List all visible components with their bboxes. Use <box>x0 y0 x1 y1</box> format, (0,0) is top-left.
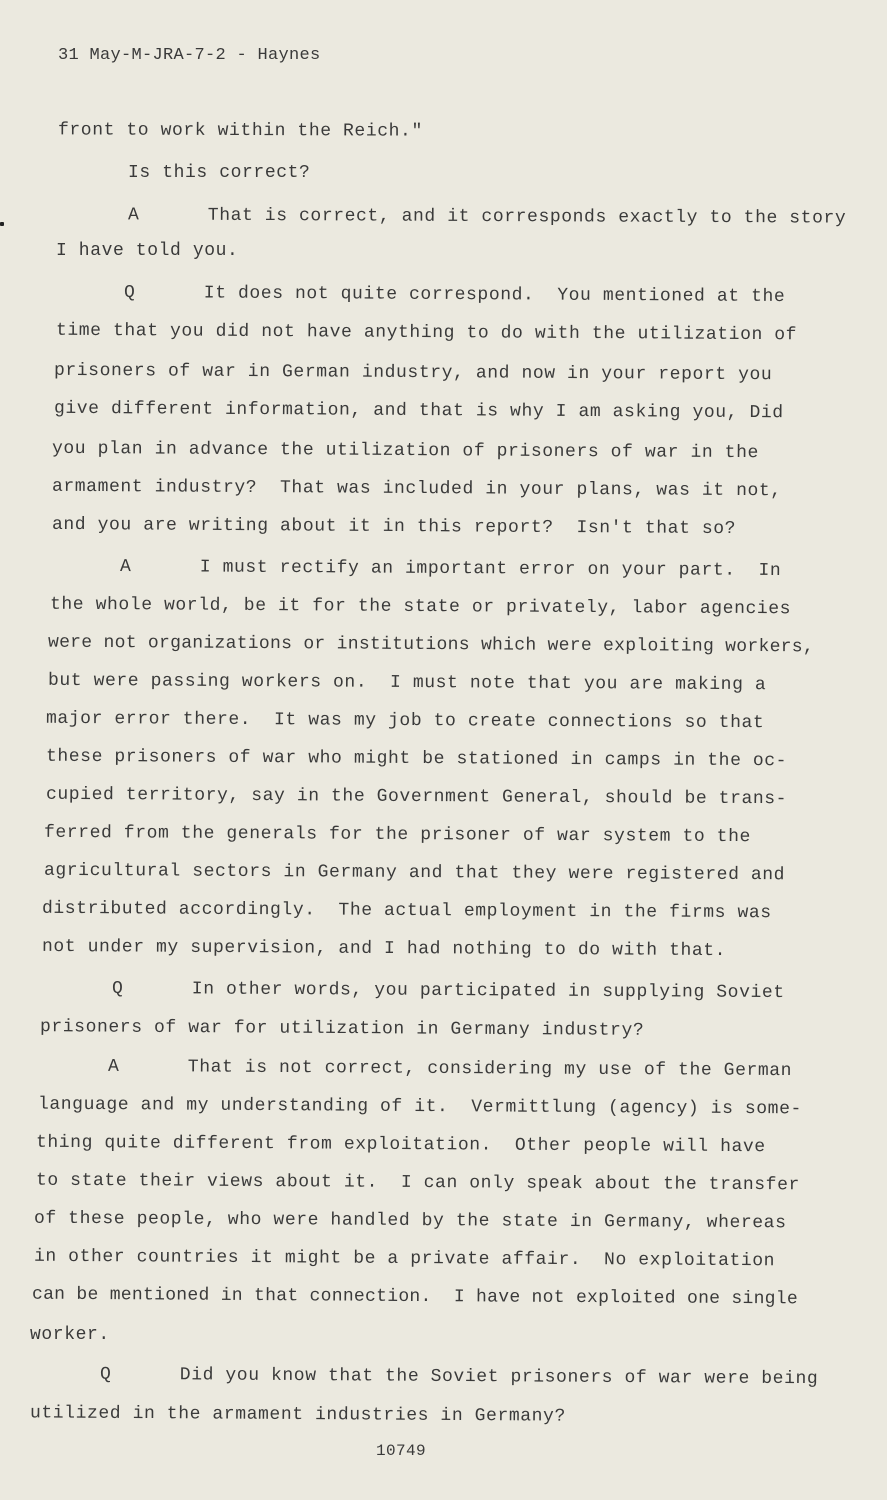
text-line: to state their views about it. I can only speak about the transfer <box>35 1170 800 1196</box>
text-line: not under my supervision, and I had nothing to do with that. <box>41 936 727 962</box>
text-line: language and my understanding of it. Vermittlung (agency) is some- <box>37 1094 802 1120</box>
text-line: time that you did not have anything to do with the utilization of <box>55 320 798 346</box>
text-line: utilized in the armament industries in Germany? <box>29 1403 566 1427</box>
text-line: agricultural sectors in Germany and that they were registered and <box>43 860 786 886</box>
text-line: armament industry? That was included in your plans, was it not, <box>51 476 782 502</box>
text-line: give different information, and that is why I am asking you, Did <box>53 398 784 424</box>
text-line: A That is not correct, considering my use of the German <box>107 1056 793 1082</box>
text-line: and you are writing about it in this report? Isn't that so? <box>51 514 737 540</box>
text-line: worker. <box>30 1325 110 1345</box>
page-header: 31 May-M-JRA-7-2 - Haynes <box>58 46 321 65</box>
text-line: major error there. It was my job to create connections so that <box>45 708 765 734</box>
text-line: cupied territory, say in the Government General, should be trans- <box>45 784 788 810</box>
text-line: these prisoners of war who might be stationed in camps in the oc- <box>45 746 788 772</box>
text-line: thing quite different from exploitation. Other people will have <box>35 1132 766 1158</box>
text-line: Is this correct? <box>128 163 311 183</box>
text-line: Q In other words, you participated in supplying Soviet <box>111 978 785 1004</box>
text-line: distributed accordingly. The actual employment in the firms was <box>41 898 772 924</box>
margin-mark <box>0 222 4 226</box>
text-line: of these people, who were handled by the state in Germany, whereas <box>33 1208 787 1234</box>
text-line: prisoners of war in German industry, and now in your report you <box>53 360 773 386</box>
text-line: can be mentioned in that connection. I have not exploited one single <box>31 1284 799 1310</box>
text-line: Q Did you know that the Soviet prisoners of war were being <box>99 1364 819 1390</box>
text-line: Q It does not quite correspond. You mentioned at the <box>123 282 786 308</box>
text-line: I have told you. <box>56 241 239 261</box>
text-line: front to work within the Reich." <box>57 120 423 142</box>
text-line: were not organizations or institutions which were exploiting workers, <box>47 632 815 658</box>
text-line: ferred from the generals for the prisoner of war system to the <box>43 822 751 848</box>
text-line: the whole world, be it for the state or privately, labor agencies <box>49 594 792 620</box>
page-number: 10749 <box>376 1442 427 1460</box>
text-line: you plan in advance the utilization of prisoners of war in the <box>51 438 759 464</box>
text-line: prisoners of war for utilization in Germany industry? <box>39 1017 645 1041</box>
text-line: A That is correct, and it corresponds exactly to the story <box>127 205 847 229</box>
text-line: A I must rectify an important error on your part. In <box>119 556 782 582</box>
text-line: but were passing workers on. I must note that you are making a <box>47 670 767 696</box>
text-line: in other countries it might be a private affair. No exploitation <box>33 1246 776 1272</box>
